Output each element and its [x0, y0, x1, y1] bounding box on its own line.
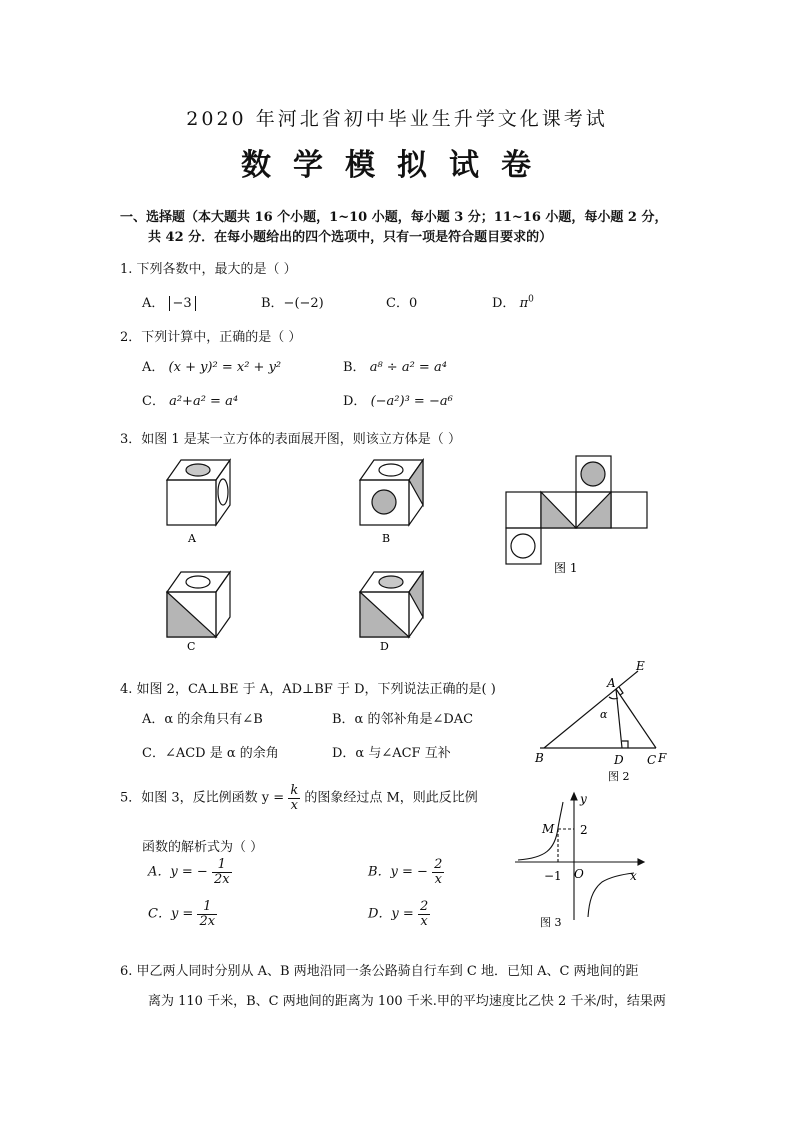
q4-option-b: B．α 的邻补角是∠DAC	[332, 712, 474, 727]
label-neg1: −1	[544, 869, 562, 883]
q1-stem: 1. 下列各数中，最大的是（ ）	[120, 262, 297, 277]
cube-c	[167, 572, 230, 637]
q2-option-d	[343, 390, 453, 409]
q5-a-label: A．y = −	[148, 864, 208, 880]
q5-fraction	[288, 784, 300, 812]
q5-a-den: 2x	[213, 871, 230, 887]
q5-b-frac	[432, 858, 444, 886]
q2-c-expr: a²+a² = a⁴	[169, 394, 239, 409]
q2-a-expr: (x + y)² = x² + y²	[168, 360, 282, 375]
q5-a-frac	[212, 858, 232, 886]
cube-c-label: C	[187, 640, 196, 653]
q5-stem-post: 的图象经过点 M，则此反比例	[304, 790, 478, 806]
q5-b-num: 2	[434, 857, 443, 872]
label-m: M	[542, 822, 555, 836]
q4-option-c: C．∠ACD 是 α 的余角	[142, 746, 279, 761]
q2-option-a	[142, 356, 281, 375]
q2-c-label: C．	[142, 394, 165, 409]
q5-stem-line2: 函数的解析式为（ ）	[142, 840, 264, 855]
q2-option-b	[343, 356, 447, 375]
label-alpha: α	[600, 708, 608, 721]
label-f: F	[658, 751, 667, 765]
cube-a-label: A	[188, 532, 196, 545]
line-be	[544, 671, 638, 748]
q1-d-label: D．	[492, 296, 516, 311]
cube-d	[360, 572, 423, 637]
exam-title: 2020 年河北省初中毕业生升学文化课考试	[186, 108, 608, 130]
q2-d-label: D．	[343, 394, 367, 409]
subject-title: 数学模拟试卷	[241, 148, 553, 183]
q2-a-label: A．	[142, 360, 165, 375]
label-2: 2	[580, 823, 588, 837]
label-e: E	[636, 659, 645, 673]
q5-b-den: x	[434, 871, 442, 887]
q5-c-frac	[197, 900, 217, 928]
label-y: y	[580, 792, 587, 806]
q1-option-b: B．−(−2)	[261, 296, 324, 311]
q3-stem: 3．如图 1 是某一立方体的表面展开图，则该立方体是（ ）	[120, 432, 461, 447]
q4-figure	[530, 656, 680, 786]
q1-d-value: π	[519, 296, 529, 311]
q5-stem	[120, 784, 478, 812]
q2-option-c	[142, 390, 238, 409]
q1-a-label: A．	[142, 296, 165, 311]
q5-b-label: B．y = −	[368, 864, 428, 880]
cube-b	[360, 460, 423, 525]
q5-option-a	[148, 858, 232, 886]
q5-c-num: 1	[197, 900, 217, 915]
q6-line2: 离为 110 千米，B、C 两地间的距离为 100 千米.甲的平均速度比乙快 2 千米/时，结果两	[148, 994, 666, 1009]
q4-option-a: A．α 的余角只有∠B	[142, 712, 263, 727]
q5-a-num: 1	[212, 858, 232, 873]
q5-c-den: 2x	[199, 913, 216, 929]
fig1-caption: 图 1	[554, 561, 578, 575]
q5-stem-pre: 5．如图 3，反比例函数 y =	[120, 790, 285, 806]
q2-b-expr: a⁸ ÷ a² = a⁴	[369, 360, 447, 375]
branch-lower	[588, 873, 634, 917]
q1-d-exponent: 0	[528, 294, 534, 305]
q5-figure	[510, 790, 650, 930]
q1-option-c: C．0	[386, 296, 418, 311]
q6-line1: 6. 甲乙两人同时分别从 A、B 两地沿同一条公路骑自行车到 C 地．已知 A、C 两地间的距	[120, 964, 639, 979]
q5-option-c	[148, 900, 217, 928]
q5-d-num: 2	[419, 899, 429, 914]
q2-d-expr: (−a²)³ = −a⁶	[370, 394, 453, 409]
q1-option-d	[492, 292, 534, 311]
cube-b-label: B	[382, 532, 391, 545]
q5-d-den: x	[420, 913, 428, 929]
q2-b-label: B．	[343, 360, 366, 375]
q3-figure	[150, 452, 660, 662]
section-heading-line1: 一、选择题（本大题共 16 个小题，1~10 小题，每小题 3 分；11~16 小题，每小题 2 分，	[120, 210, 668, 225]
q5-d-frac	[418, 900, 430, 928]
cube-a	[167, 460, 230, 525]
cube-net	[506, 456, 647, 564]
q1-option-a	[142, 292, 196, 311]
q4-option-d: D．α 与∠ACF 互补	[332, 746, 451, 761]
line-ac	[616, 689, 656, 748]
fig2-caption: 图 2	[608, 770, 630, 783]
q5-option-b	[368, 858, 444, 886]
label-b: B	[535, 751, 544, 765]
label-o: O	[574, 867, 584, 881]
q4-stem: 4. 如图 2，CA⊥BE 于 A，AD⊥BF 于 D，下列说法正确的是( )	[120, 682, 496, 697]
cube-d-label: D	[380, 640, 389, 653]
label-c: C	[647, 753, 657, 767]
label-x: x	[630, 869, 637, 883]
q2-stem: 2．下列计算中，正确的是（ ）	[120, 330, 302, 345]
q5-d-label: D．y =	[368, 906, 414, 922]
label-d: D	[614, 753, 624, 767]
section-heading-line2: 共 42 分．在每小题给出的四个选项中，只有一项是符合题目要求的）	[148, 230, 553, 245]
q5-frac-k: k	[290, 783, 299, 798]
branch-upper	[518, 802, 563, 860]
label-a: A	[607, 676, 616, 690]
q1-a-value: −3	[169, 296, 196, 311]
q5-c-label: C．y =	[148, 906, 194, 922]
fig3-caption: 图 3	[540, 916, 562, 929]
q5-frac-x: x	[290, 797, 298, 813]
q5-option-d	[368, 900, 430, 928]
